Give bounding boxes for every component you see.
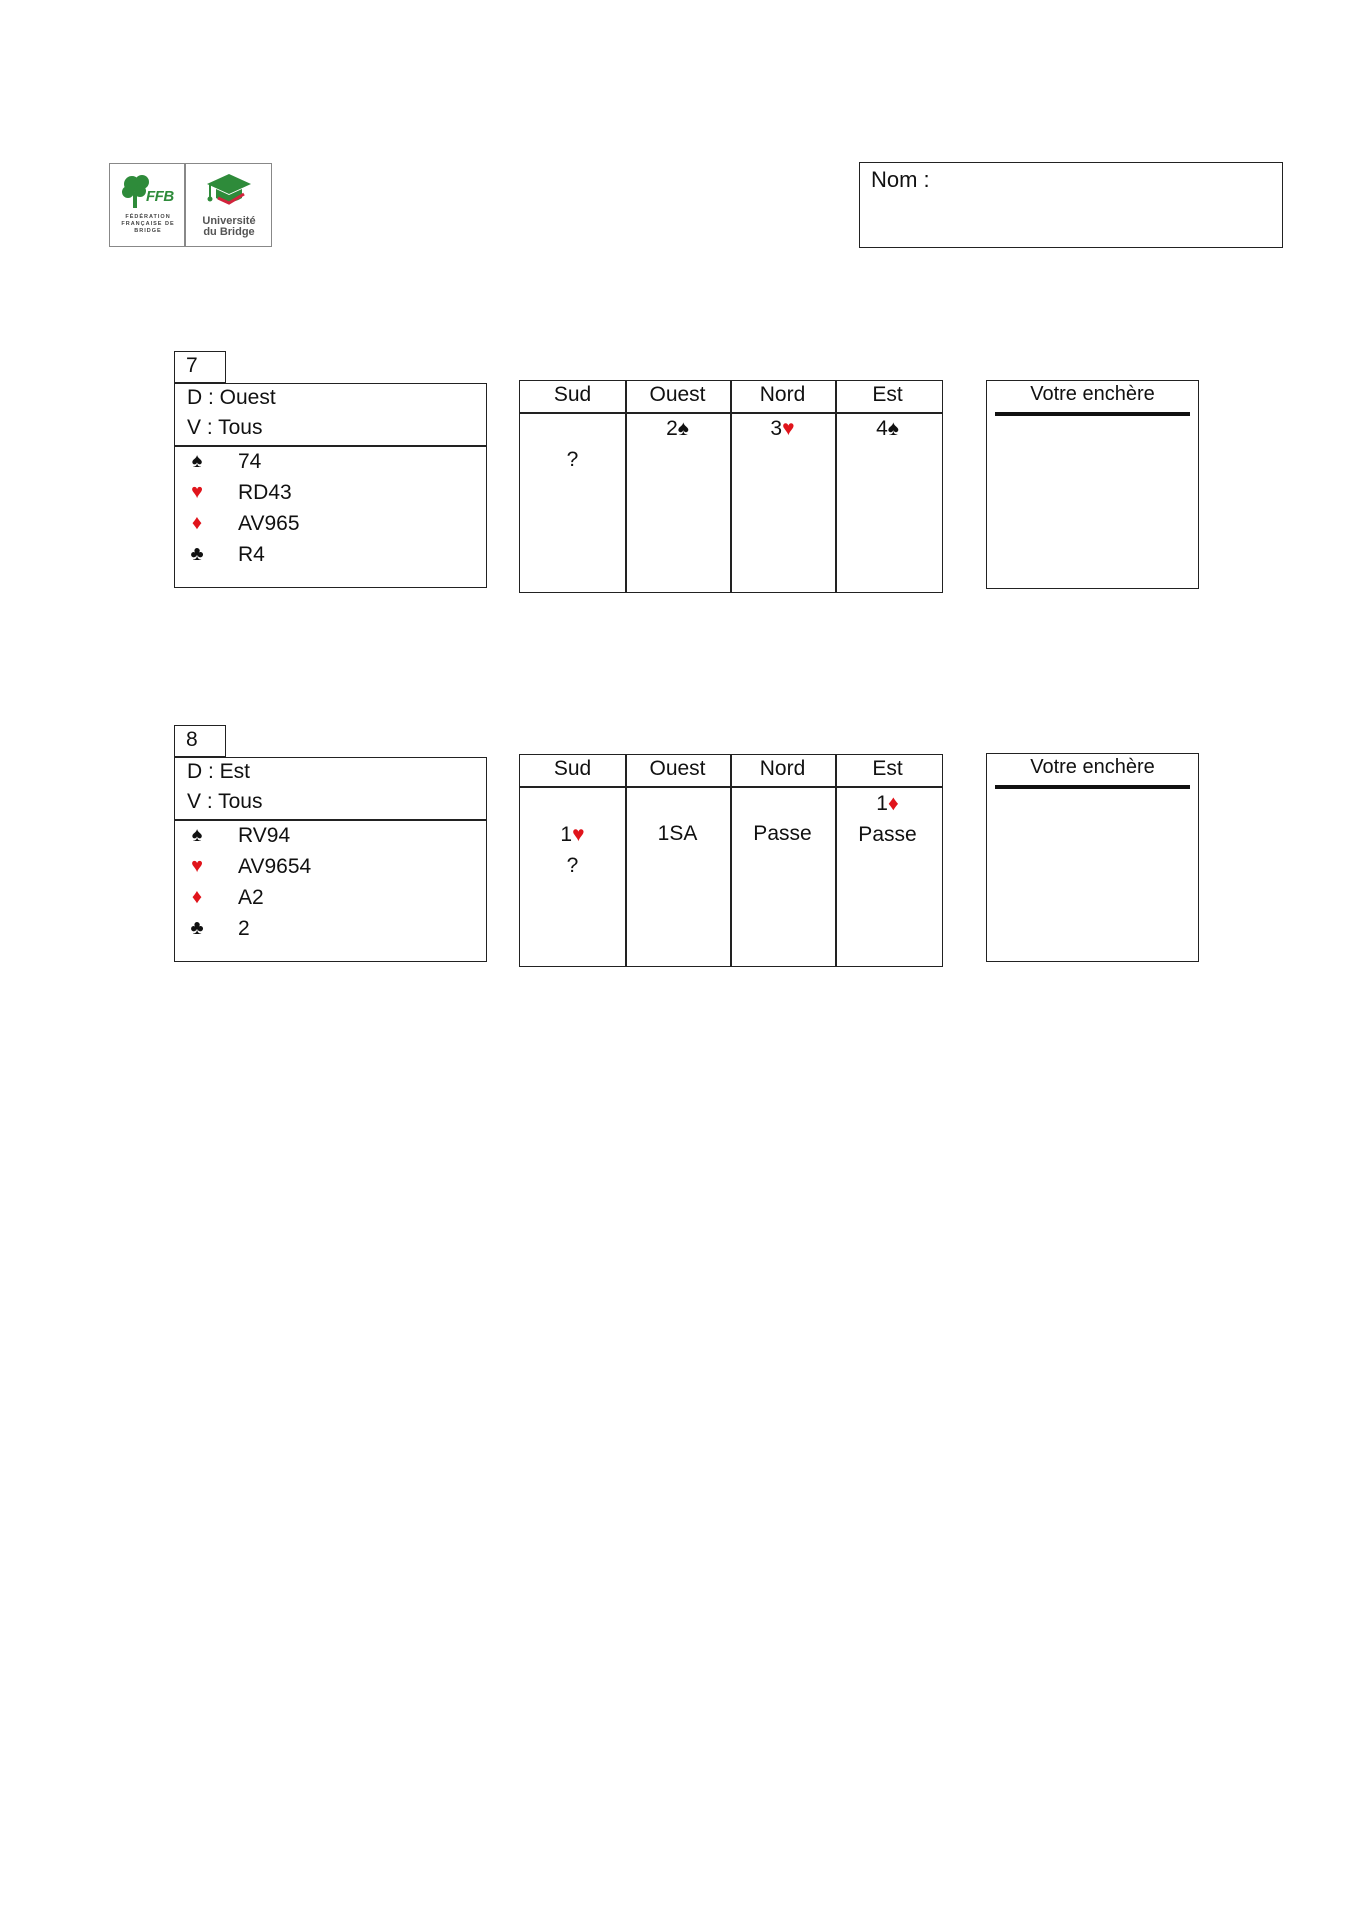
diamonds-holding: A2 xyxy=(238,886,264,909)
hearts-holding: RD43 xyxy=(238,481,292,504)
spade-icon: ♠ xyxy=(191,824,203,846)
auction-bid-sud: ? xyxy=(566,854,579,877)
auction-bid-sud: ? xyxy=(566,448,579,471)
name-label: Nom : xyxy=(871,167,930,192)
auction-bid-est: 4♠ xyxy=(876,417,899,440)
dealer-label: D : Ouest xyxy=(187,386,276,409)
hand-separator xyxy=(175,445,486,447)
auction-header-nord: Nord xyxy=(759,757,806,780)
auction-header-est: Est xyxy=(872,757,903,780)
vulnerability-label: V : Tous xyxy=(187,416,263,439)
auction-col-divider xyxy=(625,381,627,592)
university-line1: Université xyxy=(202,215,256,227)
auction-col-divider xyxy=(835,755,837,966)
auction-table xyxy=(519,754,943,967)
auction-bid-ouest: 1SA xyxy=(657,822,698,845)
auction-table xyxy=(519,380,943,593)
auction-bid-sud: 1♥ xyxy=(560,823,585,846)
deal-number-box xyxy=(174,351,226,383)
name-field[interactable] xyxy=(859,162,1283,248)
diamond-icon: ♦ xyxy=(191,512,203,534)
diamonds-holding: AV965 xyxy=(238,512,300,535)
university-text xyxy=(186,216,272,238)
hand-box xyxy=(174,383,487,588)
auction-header-ouest: Ouest xyxy=(649,757,706,780)
deal-number: 8 xyxy=(186,728,198,751)
ffb-logo-text: FFB xyxy=(146,188,174,205)
auction-col-divider xyxy=(625,755,627,966)
clubs-holding: R4 xyxy=(238,543,265,566)
ffb-logo xyxy=(109,163,272,247)
deal-number-box xyxy=(174,725,226,757)
club-icon: ♣ xyxy=(190,917,204,939)
heart-icon: ♥ xyxy=(191,481,203,503)
auction-bid-nord: Passe xyxy=(753,822,812,845)
club-icon: ♣ xyxy=(190,543,204,565)
auction-col-divider xyxy=(835,381,837,592)
answer-title: Votre enchère xyxy=(1030,383,1155,405)
answer-title-rule xyxy=(995,785,1190,789)
graduation-cap-icon xyxy=(206,172,252,212)
dealer-label: D : Est xyxy=(187,760,251,783)
diamond-icon: ♦ xyxy=(191,886,203,908)
answer-box[interactable] xyxy=(986,380,1199,589)
answer-box[interactable] xyxy=(986,753,1199,962)
auction-bid-est: Passe xyxy=(858,823,917,846)
auction-header-sud: Sud xyxy=(553,757,592,780)
answer-title-rule xyxy=(995,412,1190,416)
hand-box xyxy=(174,757,487,962)
auction-header-est: Est xyxy=(872,383,903,406)
hand-separator xyxy=(175,819,486,821)
auction-header-sud: Sud xyxy=(553,383,592,406)
clubs-holding: 2 xyxy=(238,917,250,940)
federation-text: FÉDÉRATION FRANÇAISE DE BRIDGE xyxy=(121,214,175,234)
spade-icon: ♠ xyxy=(191,450,203,472)
deal-number: 7 xyxy=(186,354,198,377)
vulnerability-label: V : Tous xyxy=(187,790,263,813)
auction-bid-nord: 3♥ xyxy=(770,417,795,440)
auction-bid-ouest: 2♠ xyxy=(666,417,689,440)
auction-col-divider xyxy=(730,381,732,592)
spades-holding: RV94 xyxy=(238,824,291,847)
hearts-holding: AV9654 xyxy=(238,855,312,878)
answer-title: Votre enchère xyxy=(1030,756,1155,778)
auction-bid-est: 1♦ xyxy=(876,792,899,815)
auction-header-ouest: Ouest xyxy=(649,383,706,406)
university-line2: du Bridge xyxy=(203,226,255,238)
auction-col-divider xyxy=(730,755,732,966)
heart-icon: ♥ xyxy=(191,855,203,877)
spades-holding: 74 xyxy=(238,450,262,473)
auction-header-nord: Nord xyxy=(759,383,806,406)
